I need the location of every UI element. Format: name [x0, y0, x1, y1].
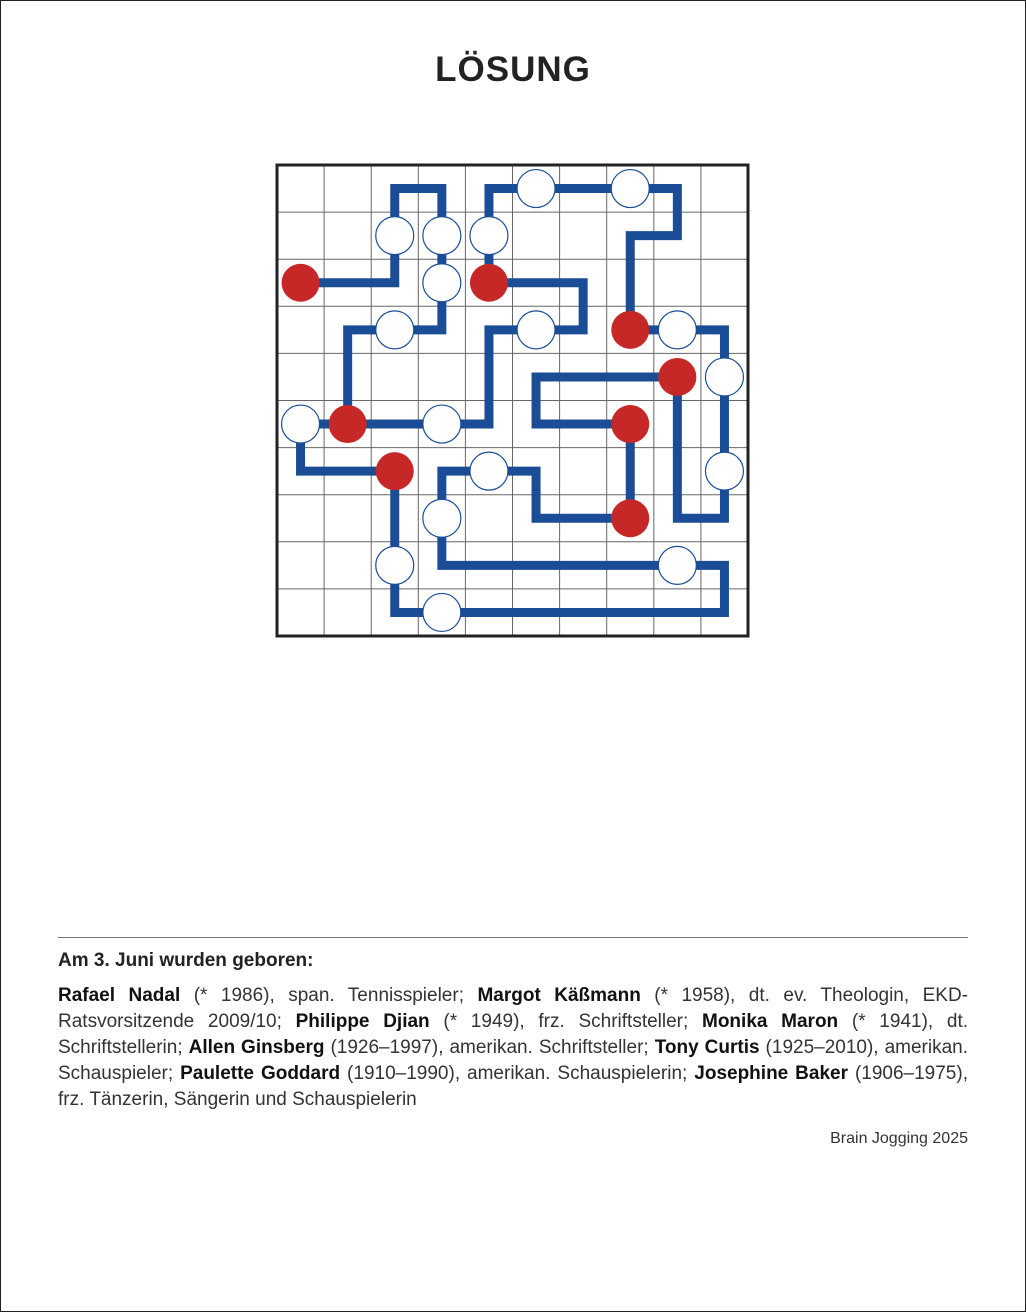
person-details: (1910–1990), amerikan. Schauspielerin;	[340, 1063, 695, 1084]
white-circle	[376, 311, 414, 349]
person-details: (1926–1997), amerikan. Schriftsteller;	[324, 1037, 655, 1058]
white-circle	[423, 217, 461, 255]
white-circle	[470, 217, 508, 255]
birthdays-text	[58, 983, 968, 1113]
white-circle	[470, 452, 508, 490]
person-name: Josephine Baker	[694, 1063, 848, 1084]
person-name: Margot Käßmann	[477, 985, 641, 1006]
person-name: Monika Maron	[702, 1011, 839, 1032]
person-details: (1906–1975), frz. Tänzerin, Sängerin und Schauspielerin	[58, 1063, 968, 1110]
white-circle	[423, 499, 461, 537]
red-circle	[611, 405, 649, 443]
white-circle	[376, 546, 414, 584]
white-circle	[517, 311, 555, 349]
person-name: Allen Ginsberg	[188, 1037, 325, 1058]
white-circle	[705, 452, 743, 490]
person-details: (* 1941), dt. Schriftstellerin;	[58, 1011, 969, 1058]
person-details: (* 1958), dt. ev. Theologin, EKD-Ratsvorsitzende 2009/10;	[58, 985, 969, 1032]
red-circle	[611, 499, 649, 537]
person-details: (1925–2010), amerikan. Schauspieler;	[58, 1037, 969, 1084]
white-circle	[282, 405, 320, 443]
person-name: Rafael Nadal	[58, 985, 181, 1006]
white-circle	[423, 593, 461, 631]
person-name: Tony Curtis	[654, 1037, 760, 1058]
red-circle	[658, 358, 696, 396]
person-details: (* 1949), frz. Schriftsteller;	[429, 1011, 702, 1032]
red-circle	[470, 264, 508, 302]
white-circle	[611, 170, 649, 208]
white-circle	[376, 217, 414, 255]
white-circle	[517, 170, 555, 208]
person-name: Philippe Djian	[295, 1011, 430, 1032]
red-circle	[611, 311, 649, 349]
red-circle	[282, 264, 320, 302]
red-circle	[329, 405, 367, 443]
person-details: (* 1986), span. Tennisspieler;	[180, 985, 478, 1006]
white-circle	[658, 311, 696, 349]
white-circle	[423, 405, 461, 443]
birthdays-heading: Am 3. Juni wurden geboren:	[58, 950, 314, 971]
white-circle	[423, 264, 461, 302]
footer-credit: Brain Jogging 2025	[830, 1130, 968, 1147]
white-circle	[705, 358, 743, 396]
person-name: Paulette Goddard	[180, 1063, 341, 1084]
divider-line	[58, 937, 968, 938]
red-circle	[376, 452, 414, 490]
white-circle	[658, 546, 696, 584]
page-title: LÖSUNG	[435, 50, 591, 89]
puzzle-grid	[275, 163, 750, 638]
